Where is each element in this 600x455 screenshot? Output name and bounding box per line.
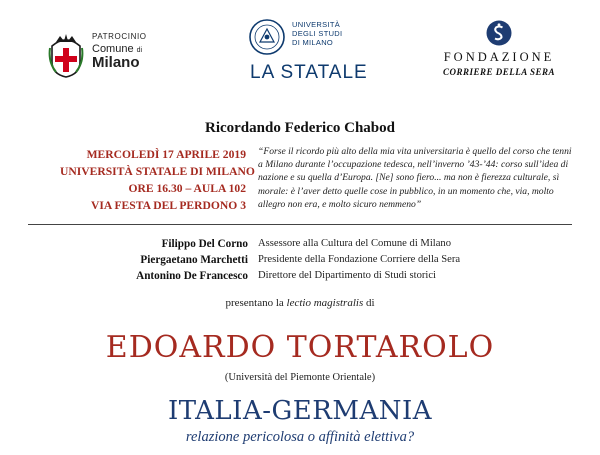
comune-label: Comune xyxy=(92,43,134,55)
event-time: ORE 16.30 – AULA 102 xyxy=(128,182,246,195)
lectio-magistralis: lectio magistralis xyxy=(286,297,364,309)
fondazione-label: FONDAZIONE xyxy=(443,50,555,64)
presentano-after: di xyxy=(363,297,375,309)
lecture-topic: ITALIA-GERMANIA xyxy=(167,396,433,426)
participant-row xyxy=(60,252,600,268)
statale-line3: DI MILANO xyxy=(292,38,334,47)
event-details xyxy=(60,146,255,214)
statale-name: LA STATALE xyxy=(250,62,368,83)
participant-name: Antonino De Francesco xyxy=(136,270,248,282)
participant-role: Direttore del Dipartimento di Studi storici xyxy=(258,270,436,281)
statale-line2: DEGLI STUDI xyxy=(292,29,343,38)
la-statale-logo xyxy=(246,18,366,84)
event-venue: UNIVERSITÀ STATALE DI MILANO xyxy=(60,165,255,178)
participant-name: Piergaetano Marchetti xyxy=(140,254,248,266)
participant-name: Filippo Del Corno xyxy=(161,238,248,250)
chabod-quote: “Forse il ricordo più alto della mia vita universitaria è quello del corso che tenni a Milano durante l’occupazione tedesca, nell’inverno ’43-’44: corso sull’idea di nazione e su quella d’Europa. [Ne] sono fiero... ma non è fierezza culturale, sì morale: è l’aver detto quelle cose in pubblico, in un momento che, via, molto allegro non era, e molto sicuro nemmeno” xyxy=(258,146,572,210)
participant-row xyxy=(60,236,600,252)
university-seal-icon xyxy=(248,18,286,56)
event-date: MERCOLEDÌ 17 APRILE 2019 xyxy=(86,148,246,161)
participant-row xyxy=(60,268,600,284)
corriere-della-sera-label: CORRIERE DELLA SERA xyxy=(442,67,556,77)
divider xyxy=(28,224,572,225)
fondazione-corriere-logo xyxy=(434,20,564,80)
lecture-subtitle: relazione pericolosa o affinità elettiva? xyxy=(185,429,415,445)
page-title: Ricordando Federico Chabod xyxy=(204,120,395,136)
speaker-affiliation: (Università del Piemonte Orientale) xyxy=(224,372,376,383)
participant-role: Assessore alla Cultura del Comune di Milano xyxy=(258,238,452,249)
statale-line1: UNIVERSITÀ xyxy=(292,20,341,29)
event-address: VIA FESTA DEL PERDONO 3 xyxy=(90,199,246,212)
presentano-before: presentano la xyxy=(225,297,287,309)
patrocinio-label: PATROCINIO xyxy=(92,32,147,41)
milano-label: Milano xyxy=(92,54,140,71)
comune-di-milano-logo xyxy=(48,24,168,80)
di-label: di xyxy=(136,47,143,54)
presentano-line xyxy=(0,297,600,309)
corriere-emblem-icon xyxy=(486,20,512,46)
participant-role: Presidente della Fondazione Corriere della Sera xyxy=(258,254,461,265)
participants-list xyxy=(60,236,600,284)
speaker-name: EDOARDO TORTAROLO xyxy=(105,330,495,365)
comune-shield-icon xyxy=(48,32,84,78)
